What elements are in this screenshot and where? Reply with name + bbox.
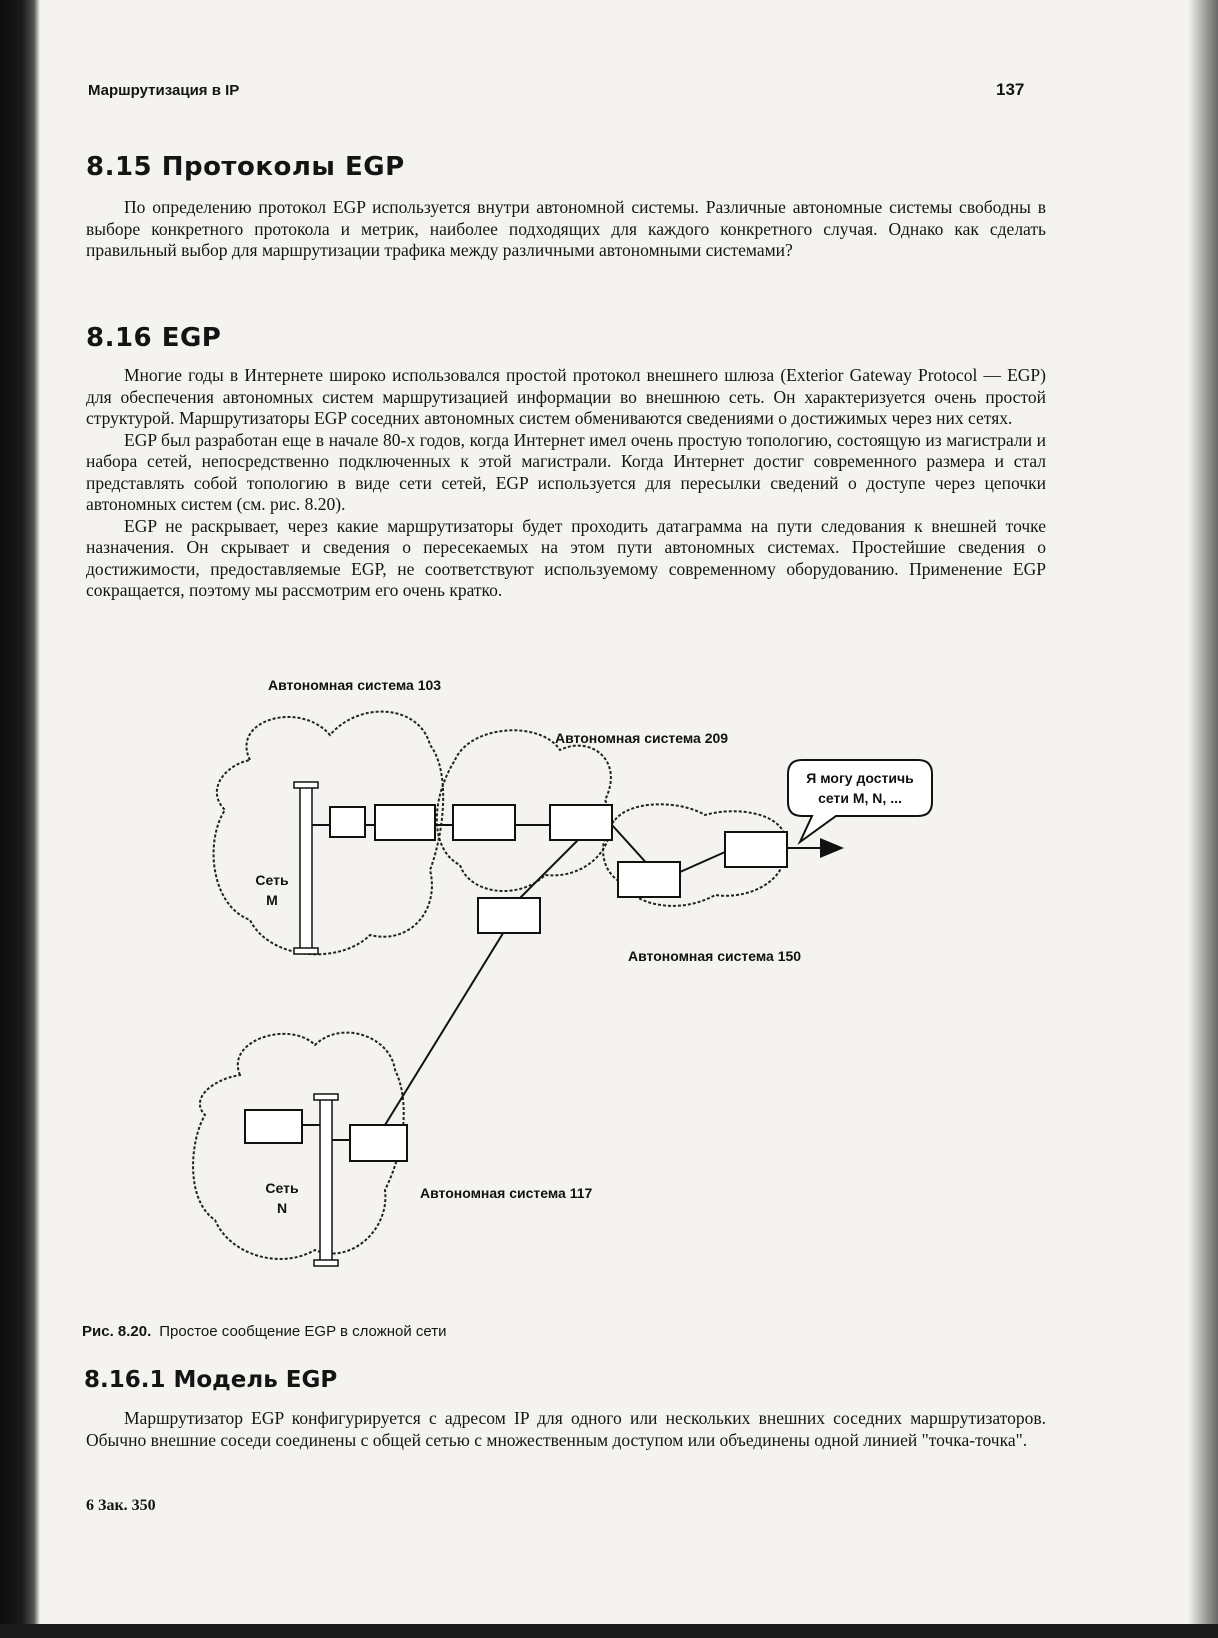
signature-mark: 6 Зак. 350 xyxy=(86,1497,156,1514)
router xyxy=(550,805,612,840)
link xyxy=(520,840,578,898)
label-as103: Автономная система 103 xyxy=(268,677,442,693)
paragraph: По определению протокол EGP используется внутри автономной системы. Различные автономные системы свободны в выборе конкретного протокола и метрик, наиболее подходящих для каждого конкретного случая. Однако как сделать правильный выбор для маршрутизации трафика между различными автономными системами? xyxy=(86,197,1046,260)
running-title: Маршрутизация в IP xyxy=(88,82,240,99)
bubble-text-line1: Я могу достичь xyxy=(806,770,914,786)
bus-net-m-cap-bottom xyxy=(294,948,318,954)
label-net-n-letter: N xyxy=(276,1200,288,1216)
section-title-8-16: 8.16 EGP xyxy=(86,323,222,353)
section-title-8-16-1: 8.16.1 Модель EGP xyxy=(84,1367,338,1393)
bubble-text-line2: сети M, N, ... xyxy=(818,790,902,806)
bus-net-m-cap-top xyxy=(294,782,318,788)
label-as150: Автономная система 150 xyxy=(628,948,802,964)
figure-caption xyxy=(82,1323,447,1340)
paragraph: EGP не раскрывает, через какие маршрутизаторы будет проходить датаграмма на пути следования к внешней точке назначения. Он скрывает и сведения о пересекаемых на этом пути автономных системах. Простейшие сведения о достижимости, предоставляемые EGP, не соответствуют используемому современному оборудованию. Применение EGP сокращается, поэтому мы рассмотрим его очень кратко. xyxy=(86,515,1046,600)
paragraph: Маршрутизатор EGP конфигурируется с адресом IP для одного или нескольких внешних соседних маршрутизаторов. Обычно внешние соседи соединены с общей сетью с множественным доступом или объединены одной линией "точка-точка". xyxy=(86,1408,1046,1450)
link xyxy=(385,930,505,1125)
router xyxy=(330,807,365,837)
figure-caption-label: Рис. 8.20. xyxy=(82,1323,152,1340)
section-body-8-16-1 xyxy=(86,1408,1046,1451)
label-net-n-word: Сеть xyxy=(265,1180,299,1196)
router xyxy=(245,1110,302,1143)
paragraph: EGP был разработан еще в начале 80-х годов, когда Интернет имел очень простую топологию, состоящую из магистрали и набора сетей, непосредственно подключенных к этой магистрали. Когда Интернет достиг современного размера и стал представлять собой топологию в виде сети сетей, EGP используется для пересылки сведений о доступе через цепочки автономных систем (см. рис. 8.20). xyxy=(86,429,1046,514)
page-number: 137 xyxy=(996,80,1025,99)
label-as117: Автономная система 117 xyxy=(420,1185,593,1201)
link xyxy=(680,852,725,872)
label-net-m-word: Сеть xyxy=(255,872,289,888)
figure-caption-text: Простое сообщение EGP в сложной сети xyxy=(159,1323,447,1340)
paragraph: Многие годы в Интернете широко использовался простой протокол внешнего шлюза (Exterior Gateway Protocol — EGP) для обеспечения автономных систем маршрутизацией информации во внешнюю сеть. Он характеризуется очень простой структурой. Маршрутизаторы EGP соседних автономных систем обмениваются сведениями о достижимых через них сетях. xyxy=(86,365,1046,428)
bus-net-n xyxy=(320,1097,332,1262)
bus-net-n-cap-bottom xyxy=(314,1260,338,1266)
bus-net-n-cap-top xyxy=(314,1094,338,1100)
router xyxy=(453,805,515,840)
router xyxy=(350,1125,407,1161)
label-as209: Автономная система 209 xyxy=(555,730,729,746)
bus-net-m xyxy=(300,785,312,950)
label-net-m-letter: M xyxy=(266,892,278,908)
router xyxy=(375,805,435,840)
router xyxy=(618,862,680,897)
router xyxy=(725,832,787,867)
link xyxy=(612,825,650,867)
router xyxy=(478,898,540,933)
section-title-8-15: 8.15 Протоколы EGP xyxy=(86,152,405,182)
